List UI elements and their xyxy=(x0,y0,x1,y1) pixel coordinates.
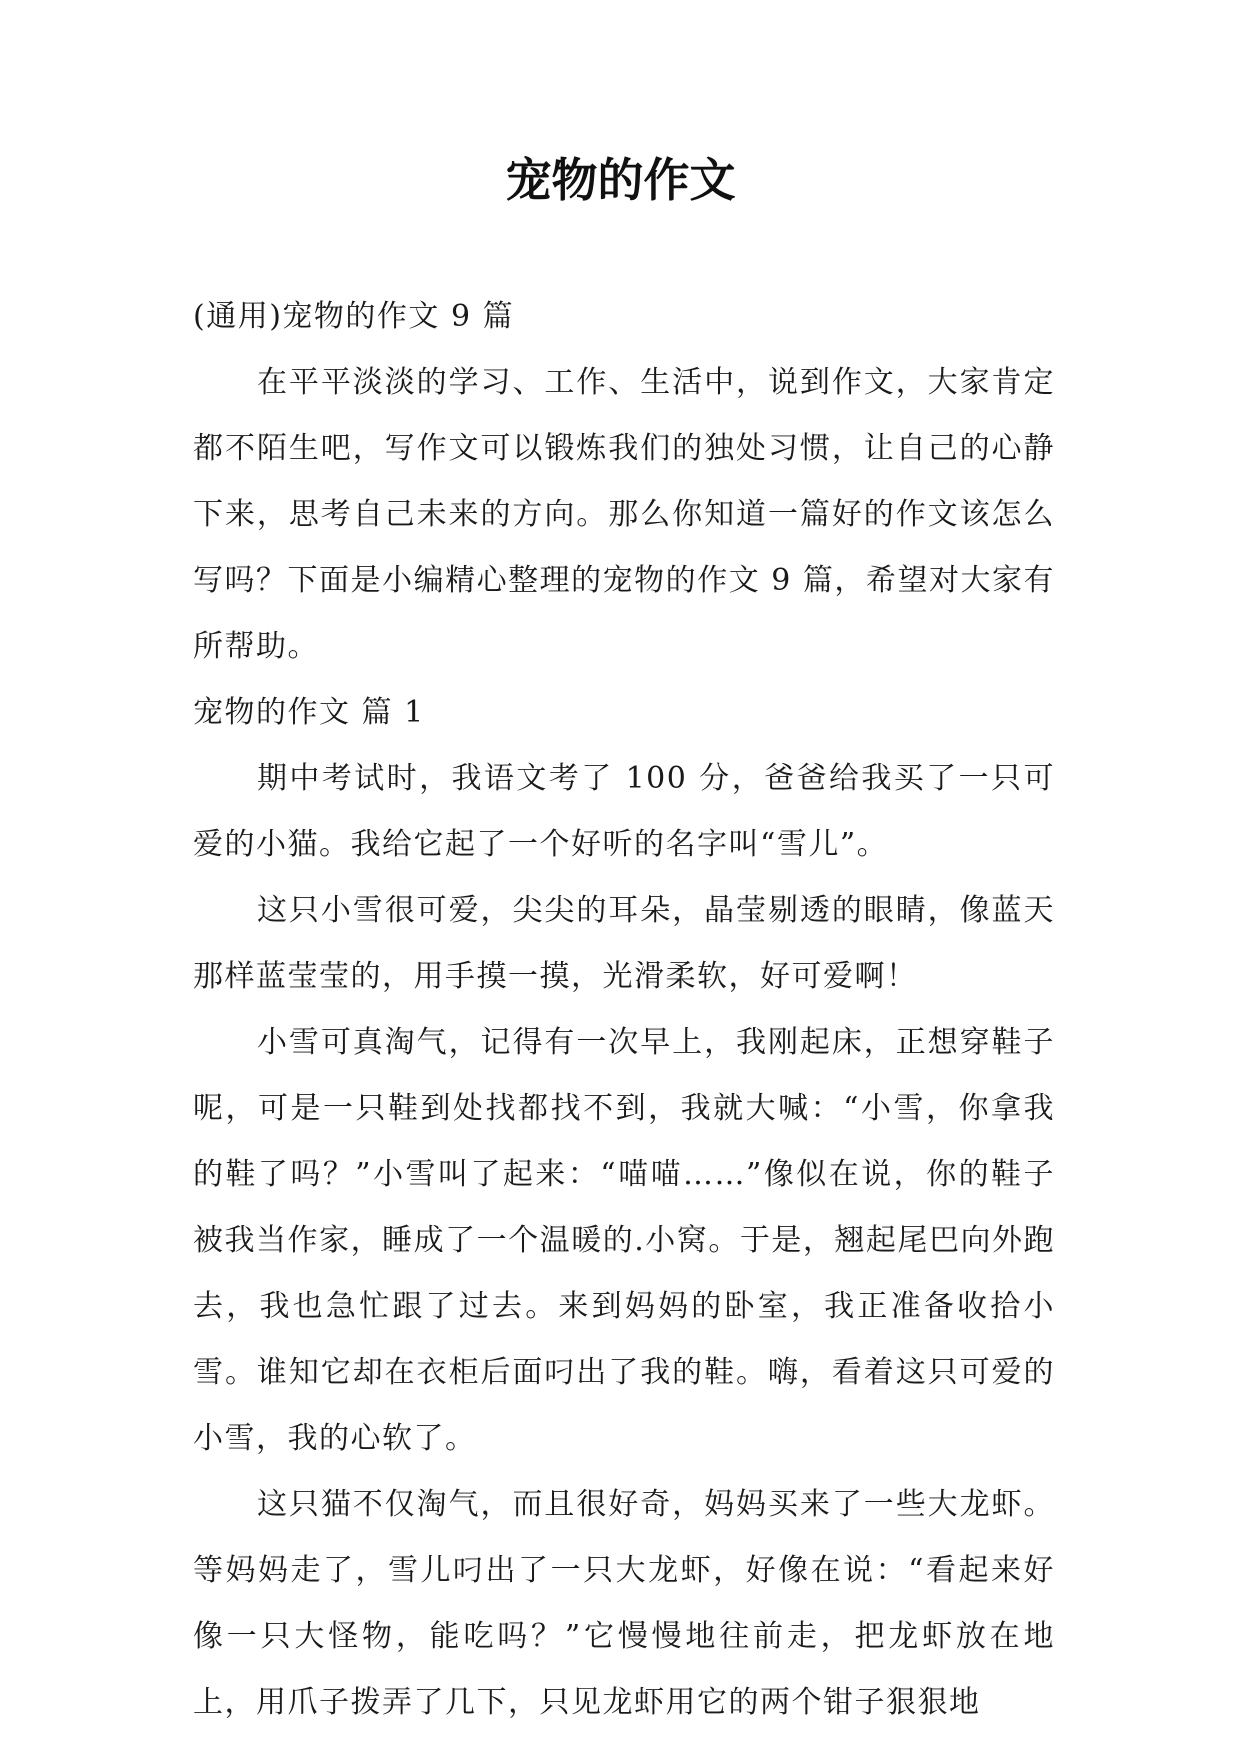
body-paragraph: 这只猫不仅淘气，而且很好奇，妈妈买来了一些大龙虾。等妈妈走了，雪儿叼出了一只大龙虾，好像在说：“看起来好像一只大怪物，能吃吗？”它慢慢地往前走，把龙虾放在地上，用爪子拨弄了几下，只见龙虾用它的两个钳子狠狠地 xyxy=(193,1487,1055,1720)
body-paragraph: 小雪可真淘气，记得有一次早上，我刚起床，正想穿鞋子呢，可是一只鞋到处找都找不到，我就大喊：“小雪，你拿我的鞋了吗？”小雪叫了起来：“喵喵……”像似在说，你的鞋子被我当作家，睡成了一个温暖的.小窝。于是，翘起尾巴向外跑去，我也急忙跟了过去。来到妈妈的卧室，我正准备收拾小雪。谁知它却在衣柜后面叼出了我的鞋。嗨，看着这只可爱的小雪，我的心软了。 xyxy=(193,1025,1055,1456)
section-heading: 宠物的作文 篇 1 xyxy=(193,695,425,730)
intro-paragraph: 在平平淡淡的学习、工作、生活中，说到作文，大家肯定都不陌生吧，写作文可以锻炼我们的独处习惯，让自己的心静下来，思考自己未来的方向。那么你知道一篇好的作文该怎么写吗？下面是小编精心整理的宠物的作文 9 篇，希望对大家有所帮助。 xyxy=(193,365,1055,664)
document-title: 宠物的作文 xyxy=(505,153,736,207)
document-body xyxy=(193,284,1055,1736)
body-paragraph: 期中考试时，我语文考了 100 分，爸爸给我买了一只可爱的小猫。我给它起了一个好听的名字叫“雪儿”。 xyxy=(193,761,1055,862)
document-subtitle: (通用)宠物的作文 9 篇 xyxy=(193,299,515,334)
body-paragraph: 这只小雪很可爱，尖尖的耳朵，晶莹剔透的眼睛，像蓝天那样蓝莹莹的，用手摸一摸，光滑柔软，好可爱啊！ xyxy=(193,893,1055,994)
